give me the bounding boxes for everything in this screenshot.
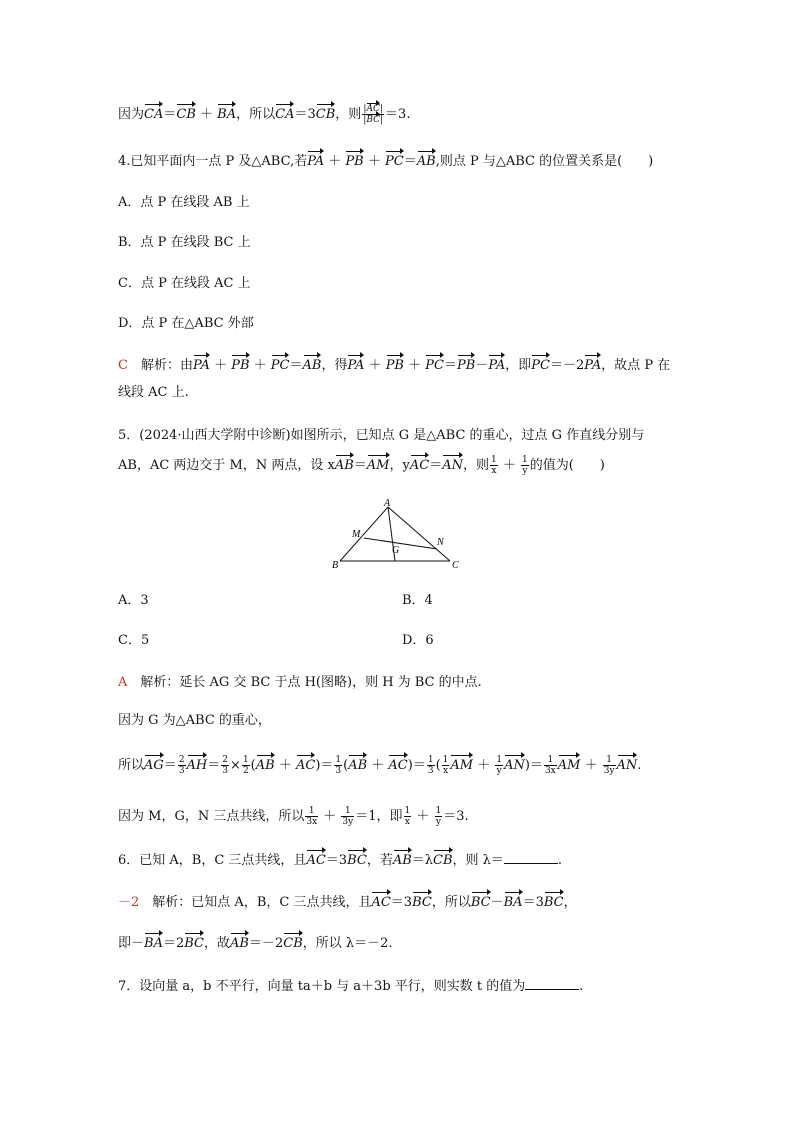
q4-explanation-2: 线段 AC 上. bbox=[118, 385, 189, 400]
label-n: N bbox=[437, 537, 444, 548]
q4-option-d: D．点 P 在△ABC 外部 bbox=[118, 316, 254, 331]
q5-option-b: B．4 bbox=[402, 593, 433, 608]
q6-stem: 6．已知 A，B，C 三点共线，且AC＝3BC，若AB＝λCB，则 λ＝ . bbox=[118, 850, 562, 871]
q4-option-c: C．点 P 在线段 AC 上 bbox=[118, 276, 251, 291]
q5-option-d: D．6 bbox=[402, 633, 434, 648]
label-a: A bbox=[384, 498, 391, 509]
q5-explanation-1: A 解析：延长 AG 交 BC 于点 H(图略)，则 H 为 BC 的中点. bbox=[118, 675, 482, 690]
q5-option-a: A．3 bbox=[118, 593, 149, 608]
q5-answer: A bbox=[118, 675, 128, 690]
label-b: B bbox=[332, 560, 339, 571]
q6-answer-blank[interactable] bbox=[504, 850, 558, 864]
q4-answer: C bbox=[118, 358, 128, 373]
q5-explanation-3: 所以AG＝ $\frac{2}{3}$ AH＝ $\frac{2}{3}$ × $\frac{1}{2}$ (AB ＋ AC)＝ $\frac{1}{3}$ (AB ＋ AC)＝ $\frac{1}{3}$ ( $\frac{1}{x}$ AM ＋ $\frac{1}{y}$ AN)＝ $\frac{1}{3x}$ AM ＋ $\frac{1}{3y}$ AN. bbox=[118, 755, 642, 776]
q5-option-c: C．5 bbox=[118, 633, 150, 648]
q4-explanation: C 解析：由PA ＋ PB ＋ PC＝AB，得PA ＋ PB ＋ PC＝PB－PA，即PC＝－2PA，故点 P 在 bbox=[118, 356, 670, 376]
q4-option-b: B．点 P 在线段 BC 上 bbox=[118, 235, 251, 250]
label-c: C bbox=[452, 560, 459, 571]
q6-explanation-2: 即－BA＝2BC，故AB＝－2CB，所以 λ＝－2. bbox=[118, 934, 393, 954]
q4-stem: 4.已知平面内一点 P 及△ABC,若PA ＋ PB ＋ PC＝AB,则点 P 与△ABC 的位置关系是( ) bbox=[118, 152, 653, 172]
q5-stem-1: 5．(2024·山西大学附中诊断)如图所示，已知点 G 是△ABC 的重心，过点 G 作直线分别与 bbox=[118, 428, 645, 443]
prev-explanation-line: 因为CA＝CB ＋ BA，所以CA＝3CB，则 $\frac{|AC|}{|BC|}$ ＝3. bbox=[118, 104, 411, 125]
q5-explanation-4: 因为 M，G，N 三点共线，所以 $\frac{1}{3x}$ ＋ $\frac{1}{3y}$ ＝1，即 $\frac{1}{x}$ ＋ $\frac{1}{y}$ ＝3. bbox=[118, 806, 469, 827]
q6-answer: －2 bbox=[118, 895, 140, 910]
q6-explanation-1: －2 解析：已知点 A，B，C 三点共线，且AC＝3BC，所以BC－BA＝3BC， bbox=[118, 893, 577, 913]
label-g: G bbox=[392, 545, 400, 556]
triangle-figure bbox=[330, 495, 465, 575]
q7-stem: 7．设向量 a，b 不平行，向量 ta＋b 与 a＋3b 平行，则实数 t 的值为 . bbox=[118, 976, 583, 997]
q7-answer-blank[interactable] bbox=[525, 976, 579, 990]
q5-explanation-2: 因为 G 为△ABC 的重心， bbox=[118, 713, 271, 728]
label-m: M bbox=[352, 529, 361, 540]
q5-stem-2: AB，AC 两边交于 M，N 两点，设 xAB＝AM，yAC＝AN，则 $\frac{1}{x}$ ＋ $\frac{1}{y}$ 的值为( ) bbox=[118, 455, 605, 476]
q4-option-a: A．点 P 在线段 AB 上 bbox=[118, 195, 250, 210]
